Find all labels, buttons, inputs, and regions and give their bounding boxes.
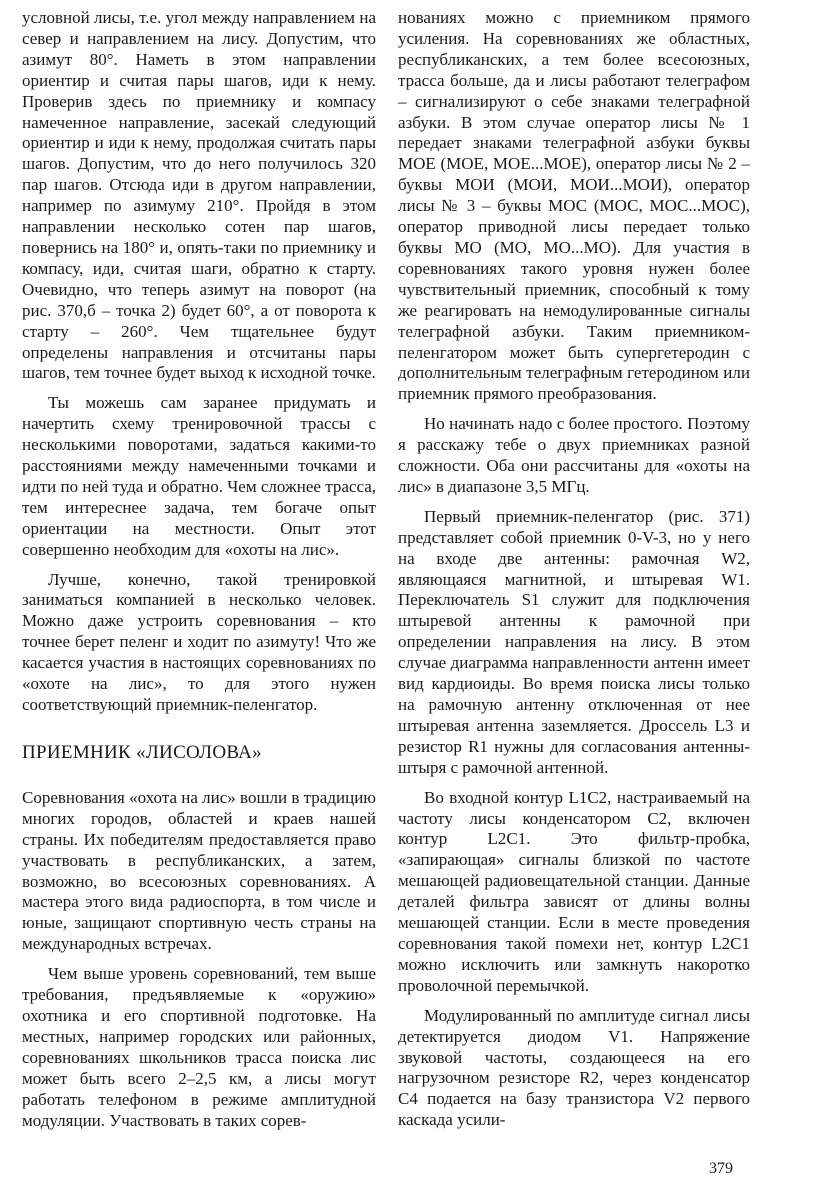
right-paragraph-3: Первый приемник-пеленгатор (рис. 371) представляет собой приемник 0-V-3, но у него на входе две антенны: рамочная W2, являющаяся магнитной, и штыревая W1. Переключатель S1 служит для подключения штыревой антенны к рамочной при определении направления на лису. В этом случае диаграмма направленности антенн имеет вид кардиоиды. Во время поиска лисы только на рамочную антенну отключенная от нее штыревая антенна заземляется. Дроссель L3 и резистор R1 нужны для согласования антенны-штыря с рамочной антенной.	[398, 506, 750, 777]
left-paragraph-4: Соревнования «охота на лис» вошли в традицию многих городов, областей и краев нашей страны. Их победителям предоставляется право участвовать в республиканских, а затем, возможно, во всесоюзных соревнованиях. А мастера этого вида радиоспорта, в том числе и юные, защищают спортивную честь страны на международных встречах.	[22, 787, 376, 954]
section-heading: ПРИЕМНИК «ЛИСОЛОВА»	[22, 741, 262, 763]
right-column	[398, 8, 750, 1140]
left-paragraph-1: условной лисы, т.е. угол между направлением на север и направлением на лису. Допустим, что азимут 80°. Наметь в этом направлении ориентир и считая пары шагов, иди к нему. Проверив здесь по приемнику и компасу намеченное направление, засекай следующий ориентир и иди к нему, продолжая считать пары шагов. Допустим, что до него получилось 320 пар шагов. Отсюда иди в другом направлении, например по азимуму 210°. Пройдя в этом направлении несколько сотен пар шагов, повернись на 180° и, опять-таки по приемнику и компасу, иди, считая шаги, обратно к старту. Очевидно, что теперь азимут на поворот (на рис. 370,б – точка 2) будет 60°, а от поворота к старту – 260°. Чем тщательнее будут определены направления и отсчитаны пары шагов, тем точнее будет выход к исходной точке.	[22, 8, 376, 383]
left-column	[22, 8, 376, 1140]
left-paragraph-5: Чем выше уровень соревнований, тем выше требования, предъявляемые к «оружию» охотника и его спортивной подготовке. На местных, например городских или районных, соревнованиях школьников трасса поиска лис может быть всего 2–2,5 км, а лисы могут работать телефоном в режиме амплитудной модуляции. Участвовать в таких сорев-	[22, 964, 376, 1130]
right-paragraph-5: Модулированный по амплитуде сигнал лисы детектируется диодом V1. Напряжение звуковой частоты, создающееся на его нагрузочном резисторе R2, через конденсатор C4 подается на базу транзистора V2 первого каскада усили-	[398, 1005, 750, 1130]
right-paragraph-1: нованиях можно с приемником прямого усиления. На соревнованиях же областных, республиканских, а тем более всесоюзных, трасса больше, да и лисы работают телеграфом – сигнализируют о себе знаками телеграфной азбуки. В этом случае оператор лисы № 1 передает знаками телеграфной азбуки буквы МОЕ (МОЕ, МОЕ...МОЕ), оператор лисы № 2 – буквы МОИ (МОИ, МОИ...МОИ), оператор лисы № 3 – буквы МОС (МОС, МОС...МОС), оператор приводной лисы передает только буквы МО (МО, МО...МО). Для участия в соревнованиях такого уровня нужен более чувствительный приемник, способный к тому же реагировать на немодулированные сигналы телеграфной азбуки. Таким приемником-пеленгатором может быть супергетеродин с дополнительным телеграфным гетеродином или приемник прямого преобразования.	[398, 8, 750, 404]
right-paragraph-4: Во входной контур L1C2, настраиваемый на частоту лисы конденсатором C2, включен контур L2C1. Это фильтр-пробка, «запирающая» сигналы близкой по частоте мешающей радиовещательной станции. Данные деталей фильтра зависят от длины волны мешающей станции. Если в месте проведения соревнования такой помехи нет, контур L2C1 можно исключить или замкнуть накоротко проволочной перемычкой.	[398, 787, 750, 995]
left-paragraph-3: Лучше, конечно, такой тренировкой заниматься компанией в несколько человек. Можно даже устроить соревнования – кто точнее берет пеленг и ходит по азимуту! Что же касается участия в настоящих соревнованиях по «охоте на лис», то для этого нужен соответствующий приемник-пеленгатор.	[22, 569, 376, 714]
left-paragraph-2: Ты можешь сам заранее придумать и начертить схему тренировочной трассы с несколькими поворотами, задаться какими-то расстояниями между намеченными точками и идти по ней туда и обратно. Чем сложнее трасса, тем интереснее задача, тем богаче опыт ориентации на местности. Опыт этот совершенно необходим для «охоты на лис».	[22, 393, 376, 559]
page-number: 379	[709, 1160, 733, 1177]
right-paragraph-2: Но начинать надо с более простого. Поэтому я расскажу тебе о двух приемниках разной сложности. Оба они рассчитаны для «охоты на лис» в диапазоне 3,5 МГц.	[398, 414, 750, 496]
